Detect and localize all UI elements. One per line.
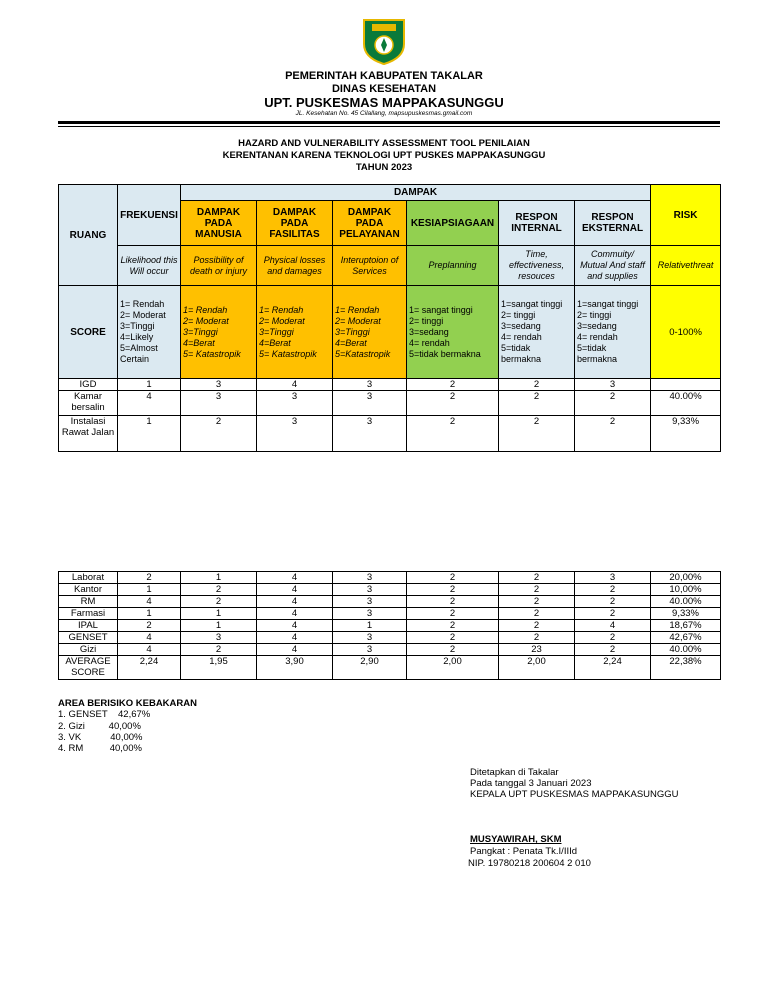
row-label: AVERAGE SCORE — [59, 656, 118, 680]
sign-nip: NIP. 19780218 200604 2 010 — [468, 858, 591, 869]
table-cell: 3,90 — [257, 656, 333, 680]
table-cell: 3 — [181, 391, 257, 416]
table-cell: 4 — [118, 391, 181, 416]
scale-respon-internal: 1=sangat tinggi 2= tinggi 3=sedang 4= rendah 5=tidak bermakna — [499, 286, 575, 379]
desc-kesiapsiagaan: Preplanning — [407, 246, 499, 286]
table-row — [59, 584, 721, 596]
table-cell: 40.00% — [651, 644, 721, 656]
table-cell: 9,33% — [651, 608, 721, 620]
table-cell: 4 — [257, 596, 333, 608]
table-cell: 2 — [575, 584, 651, 596]
table-row — [59, 620, 721, 632]
scale-frekuensi: 1= Rendah 2= Moderat 3=Tinggi 4=Likely 5=Almost Certain — [118, 286, 181, 379]
table-cell: 2 — [407, 572, 499, 584]
table-cell: 3 — [333, 608, 407, 620]
doc-title-2: KERENTANAN KARENA TEKNOLOGI UPT PUSKES MAPPAKASUNGGU — [222, 150, 546, 161]
table-cell: 2 — [407, 379, 499, 391]
sign-place: Ditetapkan di Takalar — [470, 767, 559, 778]
area-title: AREA BERISIKO KEBAKARAN — [58, 698, 197, 709]
table-cell: 2 — [499, 632, 575, 644]
table-cell: 1,95 — [181, 656, 257, 680]
table-cell: 3 — [333, 572, 407, 584]
table-cell: 3 — [333, 632, 407, 644]
row-label: IGD — [59, 379, 118, 391]
table-cell: 2 — [407, 620, 499, 632]
table-cell: 2 — [499, 391, 575, 416]
scale-risk: 0-100% — [651, 286, 721, 379]
table-cell: 2,00 — [407, 656, 499, 680]
col-risk: RISK — [651, 185, 721, 246]
table-row — [59, 391, 721, 416]
table-cell: 2 — [407, 596, 499, 608]
area-item: 1. GENSET 42,67% — [58, 709, 151, 721]
table-cell: 3 — [575, 379, 651, 391]
col-dampak-fasilitas: DAMPAK PADA FASILITAS — [257, 201, 333, 246]
table-cell: 4 — [257, 620, 333, 632]
table-cell: 2 — [575, 632, 651, 644]
table-cell: 2 — [499, 572, 575, 584]
desc-manusia: Possibility of death or injury — [181, 246, 257, 286]
table-cell: 10,00% — [651, 584, 721, 596]
table-cell: 3 — [181, 379, 257, 391]
table-cell: 1 — [118, 379, 181, 391]
table-row — [59, 596, 721, 608]
row-label: IPAL — [59, 620, 118, 632]
table-cell: 3 — [333, 379, 407, 391]
table-cell: 2 — [499, 584, 575, 596]
table-cell: 4 — [118, 632, 181, 644]
table-cell: 2 — [575, 596, 651, 608]
desc-frekuensi: Likelihood this Will occur — [118, 246, 181, 286]
table-row — [59, 656, 721, 680]
table-cell: 4 — [257, 608, 333, 620]
sign-date: Pada tanggal 3 Januari 2023 — [470, 778, 592, 789]
table-cell: 2 — [499, 620, 575, 632]
header-line-3: UPT. PUSKESMAS MAPPAKASUNGGU — [264, 95, 504, 110]
table-cell: 2,24 — [118, 656, 181, 680]
table-cell: 2 — [181, 644, 257, 656]
table-cell: 18,67% — [651, 620, 721, 632]
scale-pelayanan: 1= Rendah 2= Moderat 3=Tinggi 4=Berat 5=Katastropik — [333, 286, 407, 379]
table-cell: 3 — [575, 572, 651, 584]
table-cell: 4 — [257, 632, 333, 644]
table-cell: 1 — [118, 416, 181, 452]
table-cell: 2 — [499, 596, 575, 608]
row-label: Kantor — [59, 584, 118, 596]
row-label: Laborat — [59, 572, 118, 584]
row-label: RM — [59, 596, 118, 608]
row-label: GENSET — [59, 632, 118, 644]
desc-risk: Relativethreat — [651, 246, 721, 286]
table-cell: 4 — [575, 620, 651, 632]
header-line-2: DINAS KESEHATAN — [331, 83, 437, 95]
table-cell: 2 — [499, 416, 575, 452]
table-row — [59, 644, 721, 656]
table-cell: 3 — [333, 644, 407, 656]
table-cell: 2 — [407, 608, 499, 620]
table-row — [59, 379, 721, 391]
table-cell: 2,90 — [333, 656, 407, 680]
table-cell: 1 — [181, 620, 257, 632]
table-cell: 1 — [118, 584, 181, 596]
sign-name: MUSYAWIRAH, SKM — [470, 834, 562, 845]
table-cell: 2 — [499, 379, 575, 391]
table-cell: 2 — [118, 620, 181, 632]
table-row — [59, 608, 721, 620]
doc-title-3: TAHUN 2023 — [355, 162, 413, 173]
desc-pelayanan: Interuptoion of Services — [333, 246, 407, 286]
scale-manusia: 1= Rendah 2= Moderat 3=Tinggi 4=Berat 5= Katastropik — [181, 286, 257, 379]
area-berisiko — [58, 698, 197, 754]
table-cell: 2 — [181, 416, 257, 452]
table-cell: 4 — [118, 596, 181, 608]
table-cell: 9,33% — [651, 416, 721, 452]
table-cell: 1 — [333, 620, 407, 632]
col-dampak-pelayanan: DAMPAK PADA PELAYANAN — [333, 201, 407, 246]
row-label: Instalasi Rawat Jalan — [59, 416, 118, 452]
scale-kesiapsiagaan: 1= sangat tinggi 2= tinggi 3=sedang 4= rendah 5=tidak bermakna — [407, 286, 499, 379]
table-row — [59, 572, 721, 584]
desc-fasilitas: Physical losses and damages — [257, 246, 333, 286]
row-score-label: SCORE — [59, 286, 118, 379]
takalar-logo — [358, 14, 410, 66]
table-cell: 2 — [575, 416, 651, 452]
header-rule-thin — [58, 126, 720, 127]
table-cell: 2 — [181, 596, 257, 608]
col-respon-eksternal: RESPON EKSTERNAL — [575, 201, 651, 246]
table-cell: 4 — [257, 379, 333, 391]
table-cell: 23 — [499, 644, 575, 656]
area-item: 3. VK 40,00% — [58, 731, 143, 743]
table-cell: 2 — [407, 584, 499, 596]
table-cell: 40.00% — [651, 391, 721, 416]
header-rule-thick — [58, 121, 720, 124]
table-cell: 2 — [407, 416, 499, 452]
row-label: Gizi — [59, 644, 118, 656]
table-cell: 3 — [333, 584, 407, 596]
table-cell: 4 — [257, 584, 333, 596]
sign-position: KEPALA UPT PUSKESMAS MAPPAKASUNGGU — [470, 789, 679, 800]
col-kesiapsiagaan: KESIAPSIAGAAN — [407, 201, 499, 246]
doc-title-1: HAZARD AND VULNERABILITY ASSESSMENT TOOL PENILAIAN — [238, 138, 530, 149]
header-address: JL. Kesehatan No. 45 Cilallang, mapsupuskesmas.gmail.com — [295, 110, 473, 117]
table-cell: 2 — [181, 584, 257, 596]
table-cell: 3 — [181, 632, 257, 644]
table-cell: 4 — [118, 644, 181, 656]
col-ruang: RUANG — [59, 185, 118, 286]
sign-rank: Pangkat : Penata Tk.I/IIId — [470, 846, 578, 857]
table-cell: 4 — [257, 572, 333, 584]
table-cell: 1 — [181, 608, 257, 620]
table-cell: 2,00 — [499, 656, 575, 680]
table-cell: 20,00% — [651, 572, 721, 584]
table-cell: 2 — [575, 391, 651, 416]
table-cell: 40.00% — [651, 596, 721, 608]
table-cell: 2 — [407, 632, 499, 644]
table-cell: 2 — [407, 644, 499, 656]
table-cell: 2 — [575, 608, 651, 620]
table-cell: 3 — [333, 416, 407, 452]
area-item: 2. Gizi 40,00% — [58, 720, 141, 732]
table-cell: 3 — [257, 416, 333, 452]
scale-fasilitas: 1= Rendah 2= Moderat 3=Tinggi 4=Berat 5= Katastropik — [257, 286, 333, 379]
table-cell: 22,38% — [651, 656, 721, 680]
table-cell: 3 — [333, 391, 407, 416]
header-line-1: PEMERINTAH KABUPATEN TAKALAR — [285, 70, 483, 82]
hva-table-top — [58, 184, 721, 452]
table-cell: 4 — [257, 644, 333, 656]
col-respon-internal: RESPON INTERNAL — [499, 201, 575, 246]
row-label: Kamar bersalin — [59, 391, 118, 416]
table-row — [59, 632, 721, 644]
table-cell: 1 — [181, 572, 257, 584]
table-cell: 2 — [407, 391, 499, 416]
table-cell — [651, 379, 721, 391]
row-label: Farmasi — [59, 608, 118, 620]
col-dampak-manusia: DAMPAK PADA MANUSIA — [181, 201, 257, 246]
table-cell: 1 — [118, 608, 181, 620]
table-cell: 3 — [333, 596, 407, 608]
table-row — [59, 416, 721, 452]
col-frekuensi: FREKUENSI — [118, 185, 181, 246]
area-item: 4. RM 40,00% — [58, 743, 142, 755]
table-cell: 2 — [499, 608, 575, 620]
table-cell: 3 — [257, 391, 333, 416]
table-cell: 2 — [575, 644, 651, 656]
hva-table-bottom — [58, 571, 721, 680]
table-cell: 2 — [118, 572, 181, 584]
col-dampak: DAMPAK — [181, 185, 651, 201]
table-cell: 42,67% — [651, 632, 721, 644]
table-cell: 2,24 — [575, 656, 651, 680]
scale-respon-eksternal: 1=sangat tinggi 2= tinggi 3=sedang 4= rendah 5=tidak bermakna — [575, 286, 651, 379]
desc-respon-internal: Time, effectiveness, resouces — [499, 246, 575, 286]
desc-respon-eksternal: Commuity/ Mutual And staff and supplies — [575, 246, 651, 286]
